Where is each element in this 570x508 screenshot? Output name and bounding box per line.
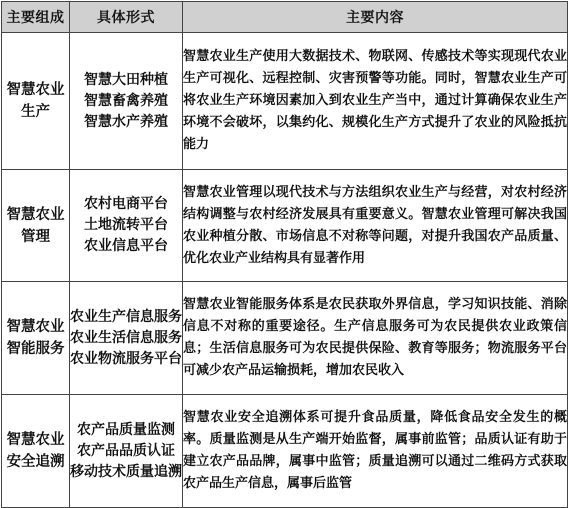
table-row	[2, 170, 568, 282]
header-row	[2, 2, 568, 33]
component-cell: 智慧农业智能服务	[2, 282, 70, 395]
header-form: 具体形式	[70, 2, 183, 33]
table-row	[2, 282, 568, 395]
form-item: 农村电商平台	[84, 196, 168, 212]
form-item: 土地流转平台	[84, 217, 168, 233]
form-item: 智慧畜禽养殖	[84, 92, 168, 109]
header-component: 主要组成	[2, 2, 70, 33]
table-row	[2, 395, 568, 508]
forms-cell	[70, 282, 183, 395]
form-item: 移动技术质量追溯	[70, 463, 182, 480]
forms-cell	[70, 170, 183, 282]
form-item: 农业信息平台	[84, 238, 168, 254]
forms-cell	[70, 33, 183, 170]
form-item: 智慧水产养殖	[84, 113, 168, 130]
component-cell: 智慧农业生产	[2, 33, 70, 170]
form-item: 农产品品质认证	[77, 442, 175, 459]
content-cell: 智慧农业安全追溯体系可提升食品质量，降低食品安全发生的概率。质量监测是从生产端开始监督，属事前监管；品质认证有助于建立农产品品牌，属事中监管；质量追溯可以通过二维码方式获取农产品生产信息，属事后监管	[183, 395, 568, 508]
component-cell: 智慧农业安全追溯	[2, 395, 70, 508]
form-item: 农产品质量监测	[77, 421, 175, 438]
form-item: 农业生产信息服务	[70, 308, 182, 325]
header-content: 主要内容	[183, 2, 568, 33]
form-item: 农业物流服务平台	[70, 350, 182, 367]
table-row	[2, 33, 568, 170]
content-cell: 智慧农业生产使用大数据技术、物联网、传感技术等实现现代农业生产可视化、远程控制、灾害预警等功能。同时，智慧农业生产可将农业生产环境因素加入到农业生产当中，通过计算确保农业生产环境不会破坏，以集约化、规模化生产方式提升了农业的风险抵抗能力	[183, 33, 568, 170]
forms-cell	[70, 395, 183, 508]
form-item: 农业生活信息服务	[70, 329, 182, 346]
content-cell: 智慧农业管理以现代技术与方法组织农业生产与经营，对农村经济结构调整与农村经济发展具有重要意义。智慧农业管理可解决我国农业种植分散、市场信息不对称等问题，对提升我国农产品质量、优化农业产业结构具有显著作用	[183, 170, 568, 282]
component-cell: 智慧农业管理	[2, 170, 70, 282]
agriculture-table	[1, 1, 568, 508]
form-item: 智慧大田种植	[84, 71, 168, 88]
content-cell: 智慧农业智能服务体系是农民获取外界信息，学习知识技能、消除信息不对称的重要途径。生产信息服务可为农民提供农业政策信息；生活信息服务可为农民提供保险、教育等服务；物流服务平台可减少农产品运输损耗，增加农民收入	[183, 282, 568, 395]
